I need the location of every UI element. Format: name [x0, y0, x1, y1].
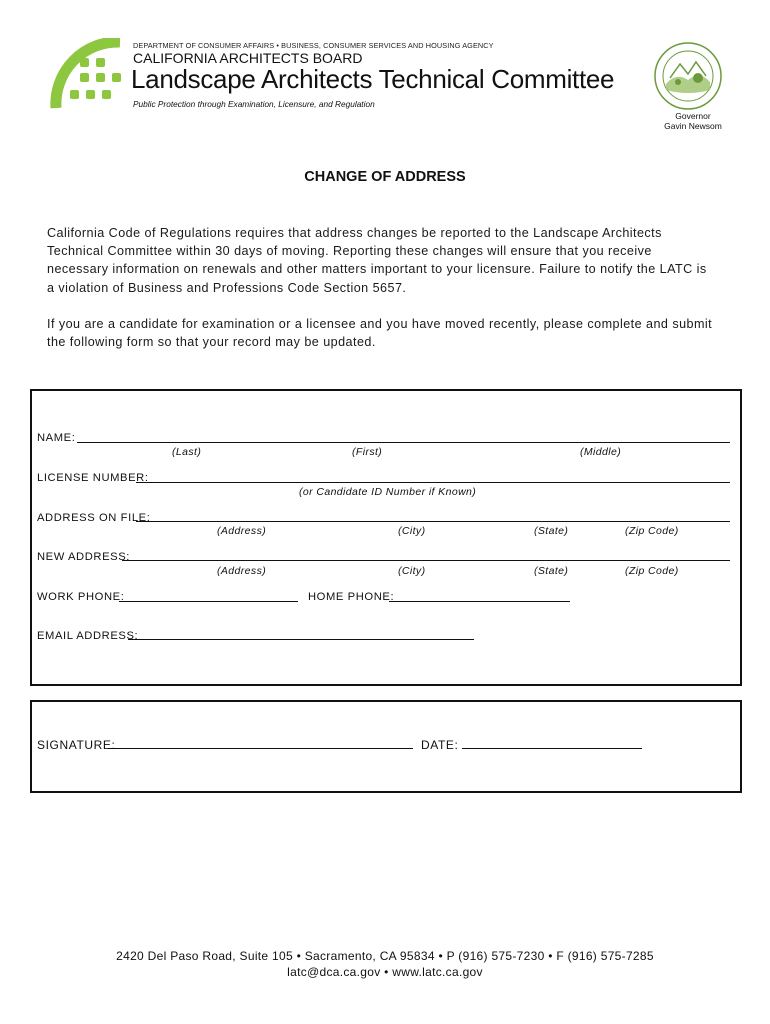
governor-name: Gavin Newsom — [664, 121, 722, 131]
name-first-hint: (First) — [352, 446, 383, 458]
footer-contact: latc@dca.ca.gov • www.latc.ca.gov — [287, 965, 483, 979]
license-field[interactable] — [136, 482, 730, 483]
signature-field[interactable] — [108, 748, 413, 749]
city-hint: (City) — [398, 525, 426, 537]
address-on-file-label: ADDRESS ON FILE: — [37, 512, 151, 524]
state-seal-icon — [654, 42, 722, 110]
governor-block — [650, 111, 736, 131]
form-title: CHANGE OF ADDRESS — [304, 169, 466, 185]
email-label: EMAIL ADDRESS: — [37, 630, 139, 642]
work-phone-field[interactable] — [119, 601, 298, 602]
department-line: DEPARTMENT OF CONSUMER AFFAIRS • BUSINESS, CONSUMER SERVICES AND HOUSING AGENCY — [133, 41, 494, 50]
date-label: DATE: — [421, 738, 459, 752]
tagline: Public Protection through Examination, Licensure, and Regulation — [133, 99, 375, 109]
state-hint: (State) — [534, 565, 569, 577]
license-hint: (or Candidate ID Number if Known) — [299, 486, 477, 498]
email-field[interactable] — [128, 639, 474, 640]
footer-address: 2420 Del Paso Road, Suite 105 • Sacramento, CA 95834 • P (916) 575-7230 • F (916) 575-7285 — [116, 949, 654, 963]
name-field[interactable] — [77, 442, 730, 443]
address-hint: (Address) — [217, 525, 267, 537]
committee-name: Landscape Architects Technical Committee — [131, 64, 615, 94]
board-logo — [50, 38, 130, 113]
address-hint: (Address) — [217, 565, 267, 577]
name-label: NAME: — [37, 432, 76, 444]
home-phone-label: HOME PHONE: — [308, 591, 395, 603]
instruction-paragraph: If you are a candidate for examination or a licensee and you have moved recently, please complete and submit the following form so that your record may be updated. — [47, 317, 713, 350]
name-middle-hint: (Middle) — [580, 446, 622, 458]
license-label: LICENSE NUMBER: — [37, 472, 149, 484]
intro-paragraph: California Code of Regulations requires that address changes be reported to the Landscape Architects Technical Committee within 30 days of moving. Reporting these changes will ensure that you receive necessary information on renewals and other matters important to your licensure. Failure to notify the LATC is a violation of Business and Professions Code Section 5657. — [47, 226, 707, 295]
date-field[interactable] — [462, 748, 642, 749]
new-address-field[interactable] — [122, 560, 730, 561]
new-address-label: NEW ADDRESS: — [37, 551, 130, 563]
signature-box — [30, 700, 742, 793]
address-on-file-field[interactable] — [136, 521, 730, 522]
signature-label: SIGNATURE: — [37, 738, 116, 752]
name-last-hint: (Last) — [172, 446, 202, 458]
work-phone-label: WORK PHONE: — [37, 591, 125, 603]
board-name: CALIFORNIA ARCHITECTS BOARD — [133, 50, 363, 66]
zip-hint: (Zip Code) — [625, 525, 679, 537]
home-phone-field[interactable] — [389, 601, 570, 602]
state-hint: (State) — [534, 525, 569, 537]
governor-title: Governor — [675, 111, 711, 121]
city-hint: (City) — [398, 565, 426, 577]
zip-hint: (Zip Code) — [625, 565, 679, 577]
